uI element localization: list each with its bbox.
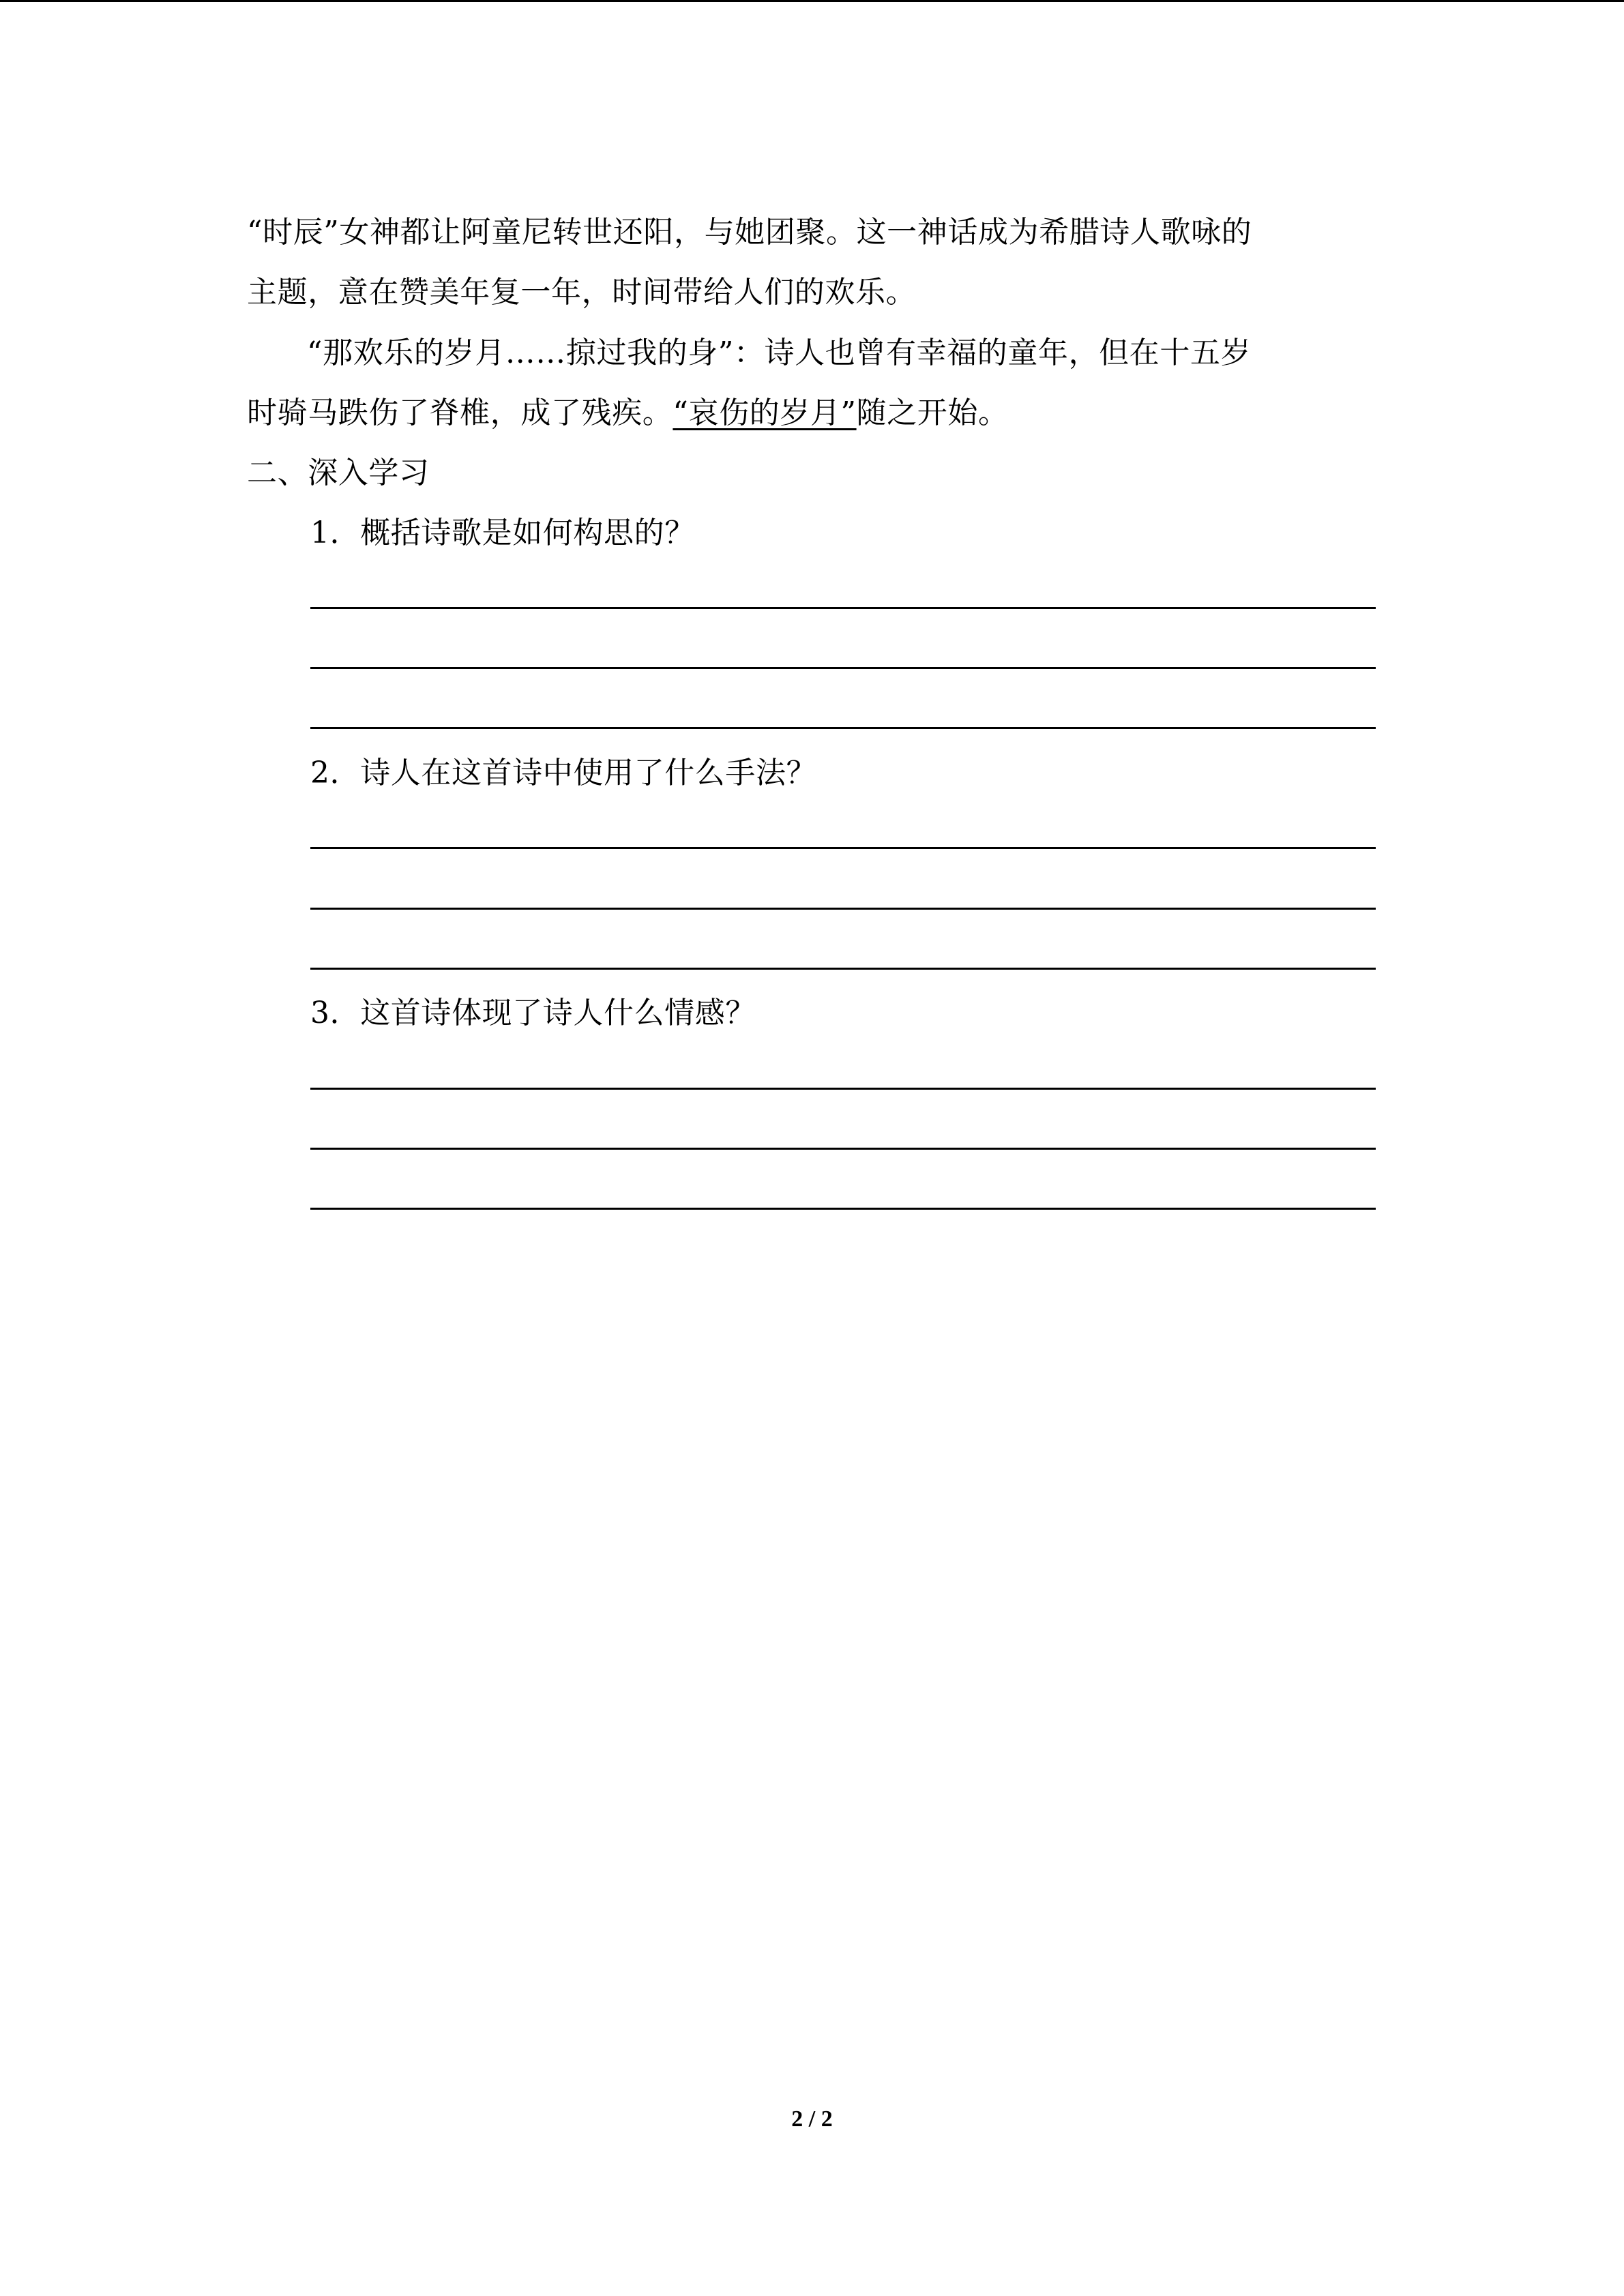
paragraph-line-4-end: 随之开始。 [856, 396, 1009, 430]
answer-line-q1-1 [310, 607, 1376, 609]
answer-line-q3-2 [310, 1148, 1376, 1150]
answer-line-q1-3 [310, 727, 1376, 729]
question-2: 2．诗人在这首诗中使用了什么手法？ [310, 756, 817, 790]
underlined-phrase: “哀伤的岁月” [673, 396, 857, 430]
question-3: 3．这首诗体现了诗人什么情感？ [310, 996, 756, 1030]
paragraph-line-4-start: 时骑马跌伤了脊椎，成了残疾。 [247, 396, 673, 430]
answer-line-q1-2 [310, 667, 1376, 669]
paragraph-line-4 [247, 393, 1009, 434]
page-number: 2 / 2 [791, 2106, 833, 2132]
answer-line-q2-1 [310, 847, 1376, 849]
answer-line-q2-2 [310, 908, 1376, 910]
answer-line-q2-3 [310, 968, 1376, 970]
paragraph-line-1: “时辰”女神都让阿童尼转世还阳，与她团聚。这一神话成为希腊诗人歌咏的 [247, 215, 1252, 250]
answer-line-q3-3 [310, 1208, 1376, 1210]
paragraph-line-2: 主题，意在赞美年复一年，时间带给人们的欢乐。 [247, 275, 917, 310]
answer-line-q3-1 [310, 1088, 1376, 1090]
question-1: 1．概括诗歌是如何构思的？ [310, 516, 695, 550]
paragraph-line-3: “那欢乐的岁月……掠过我的身”：诗人也曾有幸福的童年，但在十五岁 [307, 336, 1252, 370]
section-heading: 二、深入学习 [247, 456, 430, 490]
